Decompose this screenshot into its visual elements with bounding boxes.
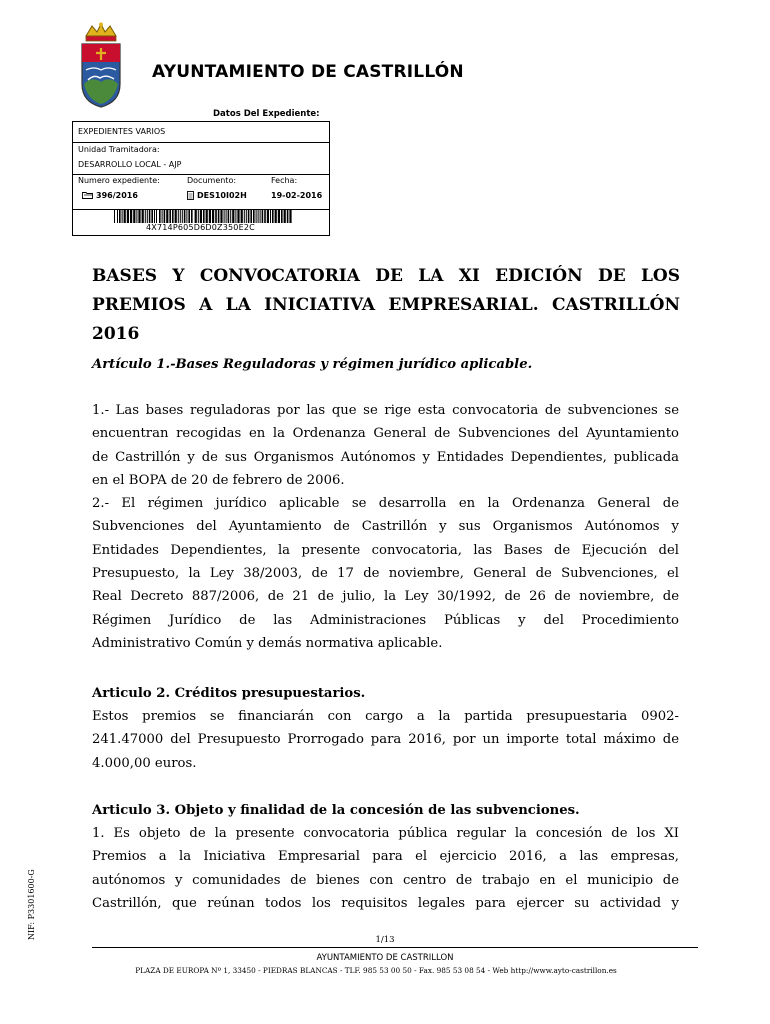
barcode-text: 4X714P605D6D0Z350E2C	[146, 223, 255, 232]
unit-value: DESARROLLO LOCAL - AJP	[78, 160, 182, 169]
footer-address: PLAZA DE EUROPA Nº 1, 33450 - PIEDRAS BLANCAS - TLF. 985 53 00 50 - Fax. 985 53 08 54 - Web http://www.ayto-castrillon.es	[135, 966, 617, 975]
body-line: Régimen Jurídico de las Administraciones Públicas y del Procedimiento	[92, 612, 679, 628]
organization-title: AYUNTAMIENTO DE CASTRILLÓN	[152, 62, 464, 82]
date-value: 19-02-2016	[271, 191, 323, 200]
barcode	[114, 210, 294, 223]
article-1	[92, 353, 679, 655]
expediente-ids-row	[73, 174, 329, 210]
body-line: 1. Es objeto de la presente convocatoria pública regular la concesión de los XI	[92, 826, 679, 841]
unit-label: Unidad Tramitadora:	[78, 145, 160, 154]
body-line: Real Decreto 887/2006, de 21 de julio, la Ley 30/1992, de 26 de noviembre, de	[92, 589, 679, 605]
expediente-type: EXPEDIENTES VARIOS	[78, 127, 166, 136]
date-label: Fecha:	[271, 176, 298, 185]
title-line: BASES Y CONVOCATORIA DE LA XI EDICIÓN DE LOS	[92, 266, 680, 286]
article-3-heading: Articulo 3. Objeto y finalidad de la concesión de las subvenciones.	[92, 803, 580, 818]
body-line: 1.- Las bases reguladoras por las que se rige esta convocatoria de subvenciones se	[92, 403, 679, 418]
footer-organization: AYUNTAMIENTO DE CASTRILLON	[316, 953, 454, 963]
number-value: 396/2016	[96, 191, 138, 200]
article-1-body	[92, 399, 679, 655]
article-3	[92, 799, 679, 915]
body-line: Subvenciones del Ayuntamiento de Castrillón y sus Organismos Autónomos y	[92, 519, 679, 535]
body-line: de Castrillón y de sus Organismos Autónomos y Entidades Dependientes, publicada	[92, 449, 679, 465]
article-2-heading: Articulo 2. Créditos presupuestarios.	[92, 686, 366, 701]
coat-of-arms-logo	[78, 22, 124, 108]
article-2	[92, 682, 679, 775]
body-line: encuentran recogidas en la Ordenanza General de Subvenciones del Ayuntamiento	[92, 426, 679, 442]
folder-icon	[82, 191, 93, 201]
body-line: autónomos y comunidades de bienes con centro de trabajo en el municipio de	[92, 872, 679, 888]
document-icon	[187, 191, 194, 202]
document-title	[92, 262, 680, 349]
page-number: 1/13	[375, 935, 395, 945]
body-line: 241.47000 del Presupuesto Prorrogado para 2016, por un importe total máximo de	[92, 732, 679, 748]
nif-side-note: NIF: P3301600-G	[27, 869, 36, 940]
expediente-unit-row	[73, 142, 329, 175]
footer-divider	[92, 947, 698, 948]
document-value: DES10I02H	[197, 191, 247, 200]
body-line: en el BOPA de 20 de febrero de 2006.	[92, 472, 345, 488]
body-line: Castrillón, que reúnan todos los requisitos legales para ejercer su actividad y	[92, 895, 679, 911]
body-line: 4.000,00 euros.	[92, 755, 197, 771]
body-line: Administrativo Común y demás normativa aplicable.	[92, 635, 443, 651]
expediente-heading: Datos Del Expediente:	[213, 109, 320, 119]
expediente-box	[72, 121, 330, 236]
title-line: 2016	[92, 324, 140, 344]
document-label: Documento:	[187, 176, 237, 185]
expediente-type-row	[73, 122, 329, 143]
title-line: PREMIOS A LA INICIATIVA EMPRESARIAL. CASTRILLÓN	[92, 295, 680, 315]
body-line: 2.- El régimen jurídico aplicable se desarrolla en la Ordenanza General de	[92, 496, 679, 512]
body-line: Estos premios se financiarán con cargo a la partida presupuestaria 0902-	[92, 709, 679, 724]
body-line: Premios a la Iniciativa Empresarial para el ejercicio 2016, a las empresas,	[92, 849, 679, 865]
article-1-heading: Artículo 1.-Bases Reguladoras y régimen jurídico aplicable.	[92, 357, 533, 372]
body-line: Entidades Dependientes, la presente convocatoria, las Bases de Ejecución del	[92, 542, 679, 558]
body-line: Presupuesto, la Ley 38/2003, de 17 de noviembre, General de Subvenciones, el	[92, 566, 679, 582]
number-label: Numero expediente:	[78, 176, 160, 185]
